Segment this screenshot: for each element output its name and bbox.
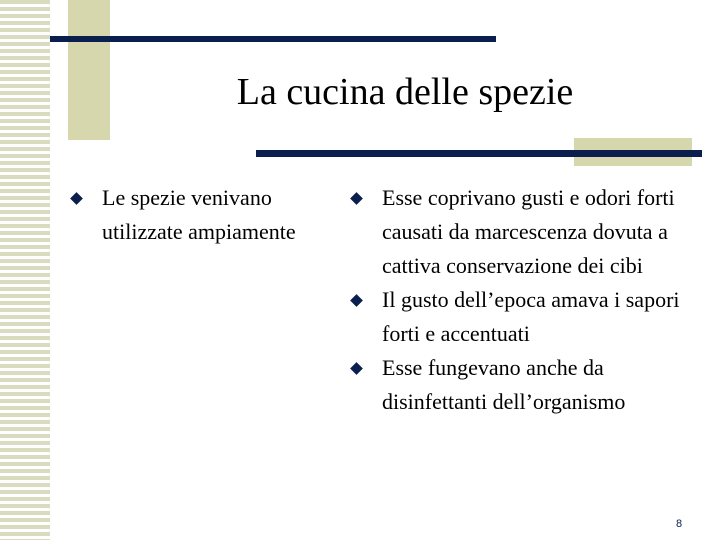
bullet-text: Il gusto dell’epoca amava i sapori forti e accentuati xyxy=(382,287,680,346)
diamond-bullet-icon xyxy=(350,294,363,307)
bullet-text: Esse fungevano anche da disinfettanti dell’organismo xyxy=(382,355,626,414)
bullet-item xyxy=(352,283,692,351)
bullet-item xyxy=(352,351,692,419)
diamond-bullet-icon xyxy=(350,362,363,375)
decor-block-top xyxy=(68,0,110,140)
right-column xyxy=(352,181,692,419)
bullet-text: Esse coprivano gusti e odori forti causati da marcescenza dovuta a cattiva conservazione dei cibi xyxy=(382,185,675,278)
bullet-item xyxy=(72,181,342,249)
diamond-bullet-icon xyxy=(70,192,83,205)
page-number: 8 xyxy=(676,518,683,530)
bullet-item xyxy=(352,181,692,283)
diamond-bullet-icon xyxy=(350,192,363,205)
bottom-rule xyxy=(256,150,702,157)
striped-sidebar xyxy=(0,0,50,540)
left-column xyxy=(72,181,342,249)
slide-title: La cucina delle spezie xyxy=(236,71,574,113)
bullet-text: Le spezie venivano utilizzate ampiamente xyxy=(102,185,296,244)
top-rule xyxy=(50,36,496,42)
